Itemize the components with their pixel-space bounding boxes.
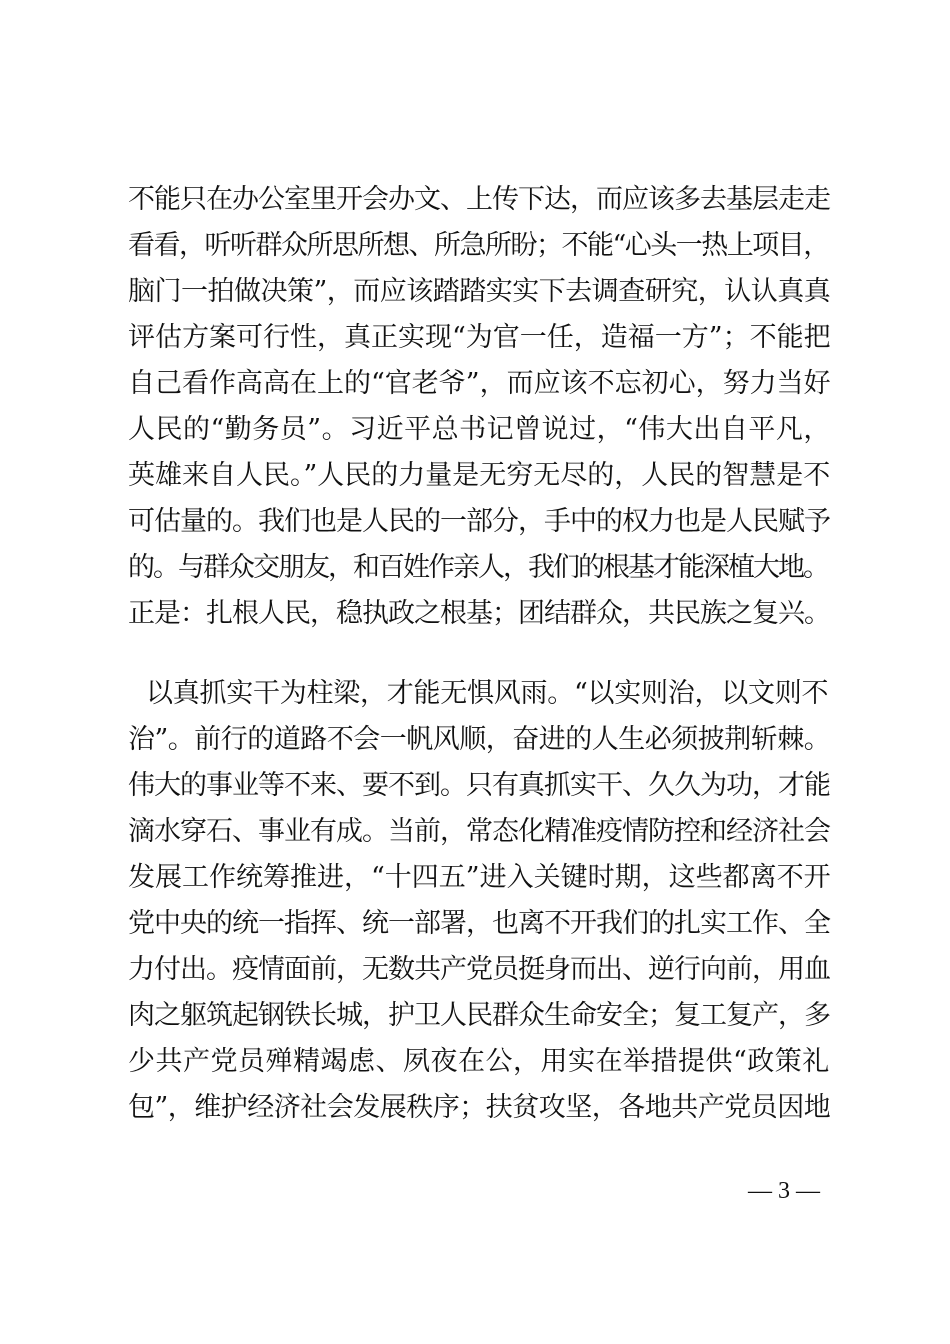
paragraph-2-line-10: 包”，维护经济社会发展秩序；扶贫攻坚，各地共产党员因地 — [128, 1092, 831, 1123]
page-number: — 3 — — [748, 1178, 820, 1204]
paragraph-2-line-1: 以真抓实干为柱梁，才能无惧风雨。“以实则治，以文则不 — [146, 678, 829, 709]
paragraph-1-line-3: 脑门一拍做决策”，而应该踏踏实实下去调查研究，认认真真 — [128, 276, 831, 307]
paragraph-2-line-3: 伟大的事业等不来、要不到。只有真抓实干、久久为功，才能 — [128, 770, 830, 801]
paragraph-1-line-1: 不能只在办公室里开会办文、上传下达，而应该多去基层走走 — [128, 184, 830, 215]
paragraph-1-line-10: 正是：扎根人民，稳执政之根基；团结群众，共民族之复兴。 — [128, 598, 830, 629]
paragraph-1-line-7: 英雄来自人民。”人民的力量是无穷无尽的，人民的智慧是不 — [128, 460, 831, 491]
paragraph-1-line-6: 人民的“勤务员”。习近平总书记曾说过，“伟大出自平凡， — [128, 414, 831, 445]
paragraph-1-line-5: 自己看作高高在上的“官老爷”，而应该不忘初心，努力当好 — [128, 368, 831, 399]
paragraph-2-line-6: 党中央的统一指挥、统一部署，也离不开我们的扎实工作、全 — [128, 908, 830, 939]
paragraph-2-line-7: 力付出。疫情面前，无数共产党员挺身而出、逆行向前，用血 — [128, 954, 830, 985]
paragraph-1-line-4: 评估方案可行性，真正实现“为官一任，造福一方”；不能把 — [128, 322, 831, 353]
paragraph-2-line-2: 治”。前行的道路不会一帆风顺，奋进的人生必须披荆斩棘。 — [128, 724, 831, 755]
paragraph-2-line-8: 肉之躯筑起钢铁长城，护卫人民群众生命安全；复工复产，多 — [128, 1000, 830, 1031]
paragraph-2-line-5: 发展工作统筹推进，“十四五”进入关键时期，这些都离不开 — [128, 862, 831, 893]
paragraph-1-line-9: 的。与群众交朋友，和百姓作亲人，我们的根基才能深植大地。 — [128, 552, 828, 583]
paragraph-2-line-9: 少共产党员殚精竭虑、夙夜在公，用实在举措提供“政策礼 — [128, 1046, 830, 1077]
paragraph-1-line-2: 看看，听听群众所思所想、所急所盼；不能“心头一热上项目， — [128, 230, 829, 261]
paragraph-2-line-4: 滴水穿石、事业有成。当前，常态化精准疫情防控和经济社会 — [128, 816, 830, 847]
paragraph-1-line-8: 可估量的。我们也是人民的一部分，手中的权力也是人民赋予 — [128, 506, 830, 537]
